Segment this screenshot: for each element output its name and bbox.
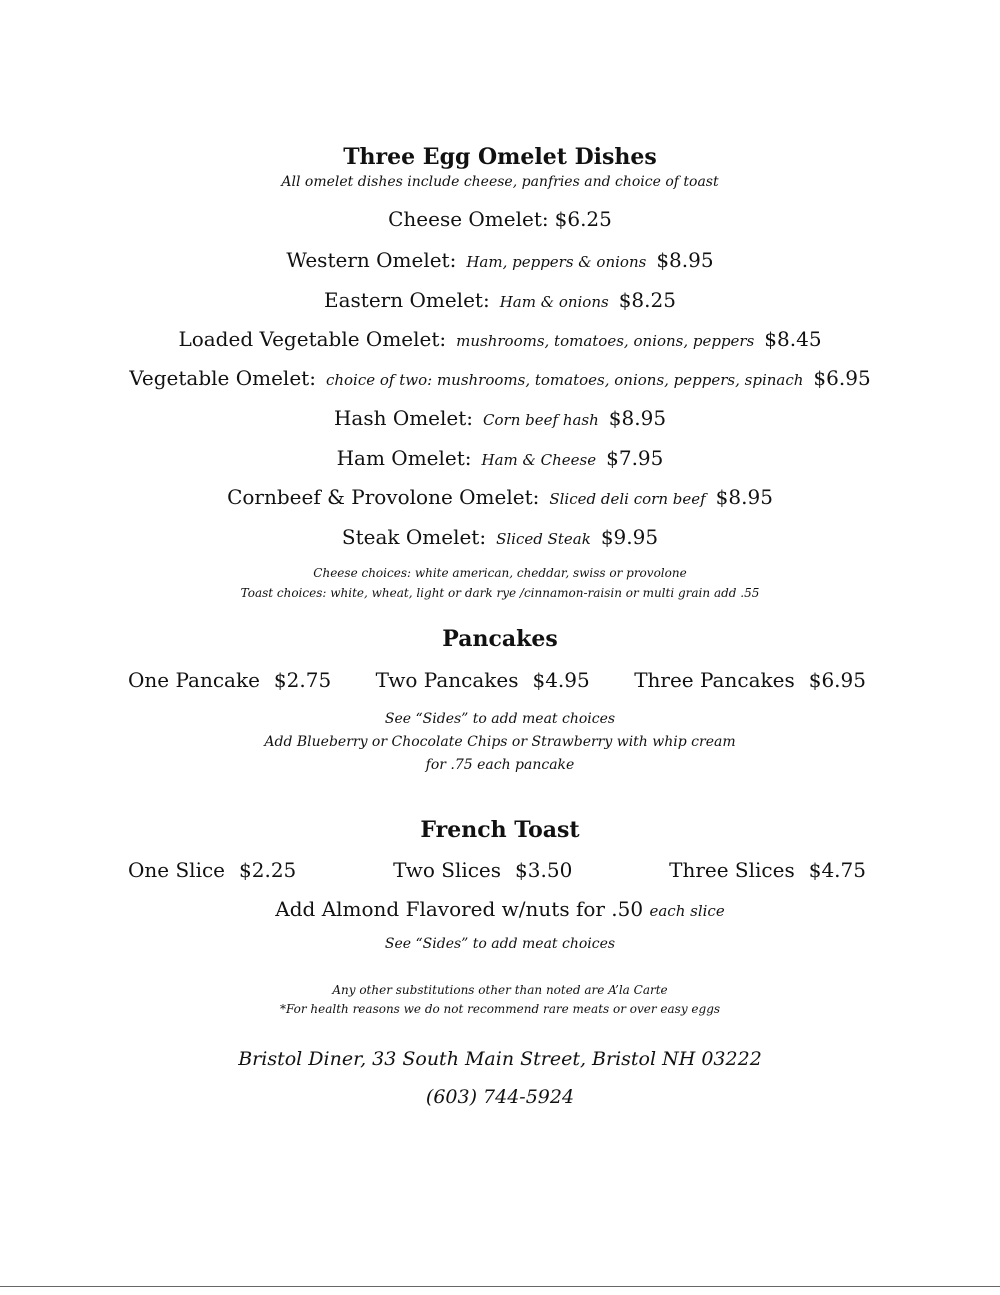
item-price: $8.25 xyxy=(618,288,676,312)
omelets-subtitle: All omelet dishes include cheese, panfries and choice of toast xyxy=(281,174,719,190)
health-note: *For health reasons we do not recommend rare meats or over easy eggs xyxy=(279,1002,721,1016)
item-name: Cheese Omelet: xyxy=(388,207,549,231)
pancakes-addons-note: Add Blueberry or Chocolate Chips or Strawberry with whip cream xyxy=(264,734,736,750)
item-price: $8.95 xyxy=(656,248,714,272)
item-name: Eastern Omelet: xyxy=(324,288,490,312)
item-desc: Ham, peppers & onions xyxy=(466,253,647,271)
omelets-title: Three Egg Omelet Dishes xyxy=(343,144,657,170)
option-price: $2.25 xyxy=(239,858,297,882)
french-toast-sides-note: See “Sides” to add meat choices xyxy=(384,936,616,952)
option-price: $2.75 xyxy=(273,668,332,692)
pancake-option xyxy=(634,668,866,692)
item-desc: Ham & Cheese xyxy=(481,451,597,469)
item-desc: Corn beef hash xyxy=(483,411,599,429)
omelet-item-hash xyxy=(0,406,1000,430)
cheese-choices-note: Cheese choices: white american, cheddar, swiss or provolone xyxy=(313,566,687,580)
pancakes-addon-price-note: for .75 each pancake xyxy=(425,757,575,773)
option-name: Three Pancakes xyxy=(634,668,795,692)
pancakes-sides-note: See “Sides” to add meat choices xyxy=(384,711,616,727)
french-toast-title: French Toast xyxy=(420,817,580,843)
french-toast-option xyxy=(669,858,866,882)
item-price: $8.95 xyxy=(608,406,667,430)
pancakes-title: Pancakes xyxy=(442,626,558,652)
item-price: $9.95 xyxy=(600,525,659,549)
item-name: Hash Omelet: xyxy=(333,406,474,430)
item-desc: Sliced deli corn beef xyxy=(549,490,706,508)
french-toast-option xyxy=(393,858,572,882)
omelet-item-steak xyxy=(0,525,1000,549)
item-name: Loaded Vegetable Omelet: xyxy=(178,327,447,351)
almond-addon-suffix: each slice xyxy=(649,902,725,920)
almond-addon xyxy=(0,897,1000,921)
option-price: $6.95 xyxy=(808,668,866,692)
toast-choices-note: Toast choices: white, wheat, light or dark rye /cinnamon-raisin or multi grain add .55 xyxy=(240,586,760,600)
diner-phone: (603) 744-5924 xyxy=(425,1086,575,1108)
item-price: $7.95 xyxy=(606,446,664,470)
option-name: One Pancake xyxy=(128,668,260,692)
item-price: $6.25 xyxy=(554,207,612,231)
omelet-item-eastern xyxy=(0,288,1000,312)
french-toast-options xyxy=(128,858,866,882)
pancakes-options xyxy=(128,668,866,692)
option-price: $3.50 xyxy=(515,858,573,882)
omelet-item-cornbeef-provolone xyxy=(0,485,1000,509)
pancake-option xyxy=(128,668,331,692)
option-name: One Slice xyxy=(128,858,226,882)
item-desc: mushrooms, tomatoes, onions, peppers xyxy=(456,332,755,350)
item-name: Vegetable Omelet: xyxy=(129,366,316,390)
french-toast-option xyxy=(128,858,296,882)
bottom-rule xyxy=(0,1286,1000,1287)
item-name: Steak Omelet: xyxy=(341,525,487,549)
item-name: Ham Omelet: xyxy=(336,446,472,470)
diner-address: Bristol Diner, 33 South Main Street, Bristol NH 03222 xyxy=(238,1048,762,1070)
omelet-item-cheese xyxy=(0,207,1000,231)
omelet-item-vegetable xyxy=(0,366,1000,390)
item-price: $8.45 xyxy=(764,327,822,351)
item-desc: Ham & onions xyxy=(499,293,609,311)
option-name: Three Slices xyxy=(669,858,795,882)
omelet-item-western xyxy=(0,248,1000,272)
omelet-item-ham xyxy=(0,446,1000,470)
omelet-item-loaded-vegetable xyxy=(0,327,1000,351)
option-price: $4.75 xyxy=(808,858,866,882)
item-price: $8.95 xyxy=(715,485,773,509)
option-name: Two Slices xyxy=(393,858,502,882)
item-name: Western Omelet: xyxy=(286,248,457,272)
item-name: Cornbeef & Provolone Omelet: xyxy=(227,485,540,509)
item-desc: choice of two: mushrooms, tomatoes, onions, peppers, spinach xyxy=(325,371,804,389)
item-price: $6.95 xyxy=(813,366,871,390)
option-name: Two Pancakes xyxy=(375,668,519,692)
option-price: $4.95 xyxy=(532,668,590,692)
substitutions-note: Any other substitutions other than noted are A’la Carte xyxy=(332,983,668,997)
almond-addon-text: Add Almond Flavored w/nuts for .50 xyxy=(275,897,644,921)
item-desc: Sliced Steak xyxy=(496,530,591,548)
pancake-option xyxy=(376,668,590,692)
